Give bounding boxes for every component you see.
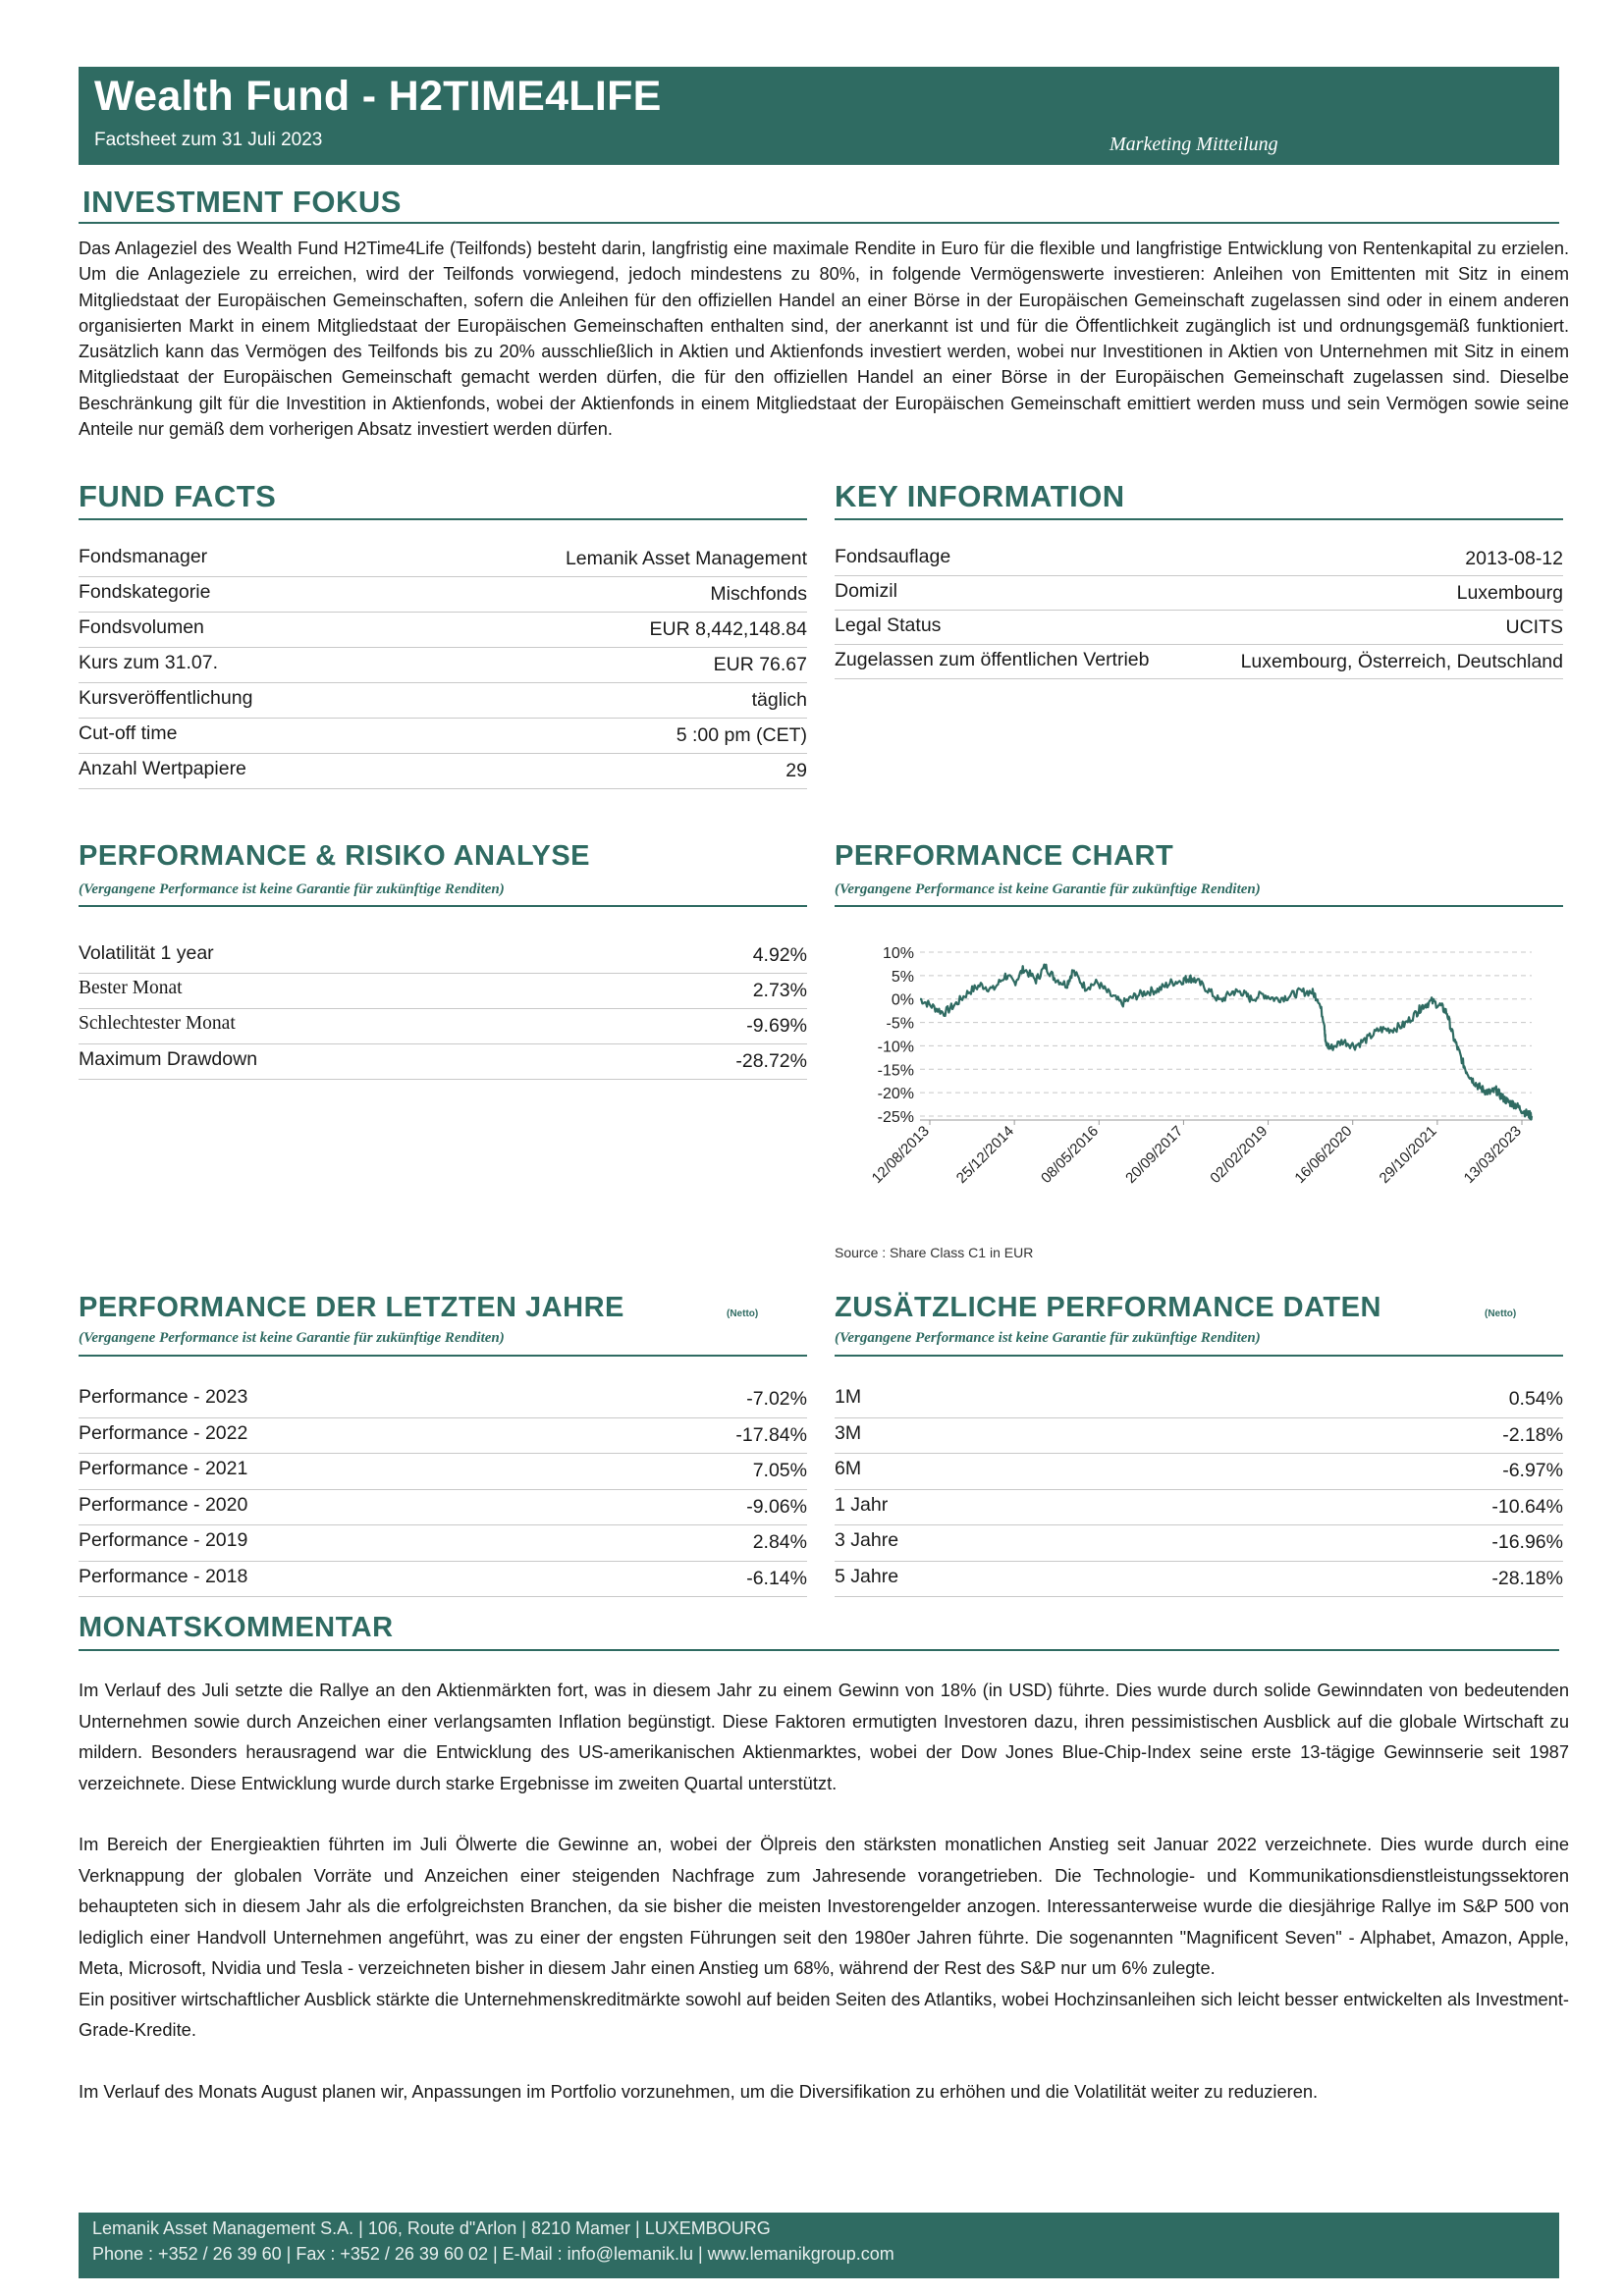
row-value: 2.84%	[752, 1531, 807, 1553]
investment-focus-text: Das Anlageziel des Wealth Fund H2Time4Life (Teilfonds) besteht darin, langfristig eine maximale Rendite in Euro für die flexible und langfristige Entwicklung von Rentenkapital zu erzielen. Um die Anlageziele zu erreichen, wird der Teilfonds vorwiegend, jedoch mindestens zu 80%, in folgende Vermögenswerte investieren: Anleihen von Emittenten mit Sitz in einem Mitgliedstaat der Europäischen Gemeinschaften, sofern die Anleihen für den offiziellen Handel an einer Börse in der Europäischen Gemeinschaft zugelassen sind oder in einem anderen organisierten Markt in einem Mitgliedstaat der Europäischen Gemeinschaften enthalten sind, der anerkannt ist und für die Öffentlichkeit zugänglich ist und ordnungsgemäß funktioniert. Zusätzlich kann das Vermögen des Teilfonds bis zu 20% ausschließlich in Aktien und Aktienfonds investiert werden, wobei nur Investitionen in Aktien von Unternehmen mit Sitz in einem Mitgliedstaat der Europäischen Gemeinschaft gemacht werden dürfen, die für den offiziellen Handel an einer Börse in der Europäischen Gemeinschaft zugelassen sind. Dieselbe Beschränkung gilt für die Investition in Aktienfonds, wobei der Aktienfonds in einem Mitgliedstaat der Europäischen Gemeinschaft emittiert werden muss und sein Vermögen sowie seine Anteile nur gemäß dem vorherigen Absatz investiert werden dürfen.	[79, 239, 1569, 440]
row-value: -6.14%	[746, 1567, 807, 1589]
footer-address: Lemanik Asset Management S.A. | 106, Route d"Arlon | 8210 Mamer | LUXEMBOURG	[92, 2218, 771, 2238]
row-label: Fondsauflage	[835, 546, 951, 567]
table-row	[835, 1454, 1563, 1490]
row-value: EUR 76.67	[713, 654, 807, 675]
table-row	[835, 1382, 1563, 1418]
x-tick-label: 20/09/2017	[1122, 1122, 1187, 1187]
commentary-text	[79, 1675, 1569, 2107]
row-label: Domizil	[835, 580, 897, 602]
table-row	[79, 719, 807, 754]
additional-performance-table	[835, 1382, 1563, 1597]
row-value: -10.64%	[1491, 1495, 1563, 1518]
row-label: Legal Status	[835, 614, 942, 636]
row-label: Cut-off time	[79, 722, 178, 744]
row-value: 2013-08-12	[1465, 548, 1563, 569]
row-label: 5 Jahre	[835, 1565, 899, 1587]
divider	[79, 1649, 1559, 1651]
row-value: Mischfonds	[710, 583, 807, 605]
table-row	[79, 1044, 807, 1080]
key-information-heading: KEY INFORMATION	[835, 479, 1125, 513]
risk-disclaimer: (Vergangene Performance ist keine Garantie für zukünftige Renditen)	[79, 881, 505, 897]
divider	[835, 1355, 1563, 1357]
investment-focus-heading: INVESTMENT FOKUS	[82, 185, 402, 219]
table-row	[835, 1418, 1563, 1455]
commentary-paragraph: Ein positiver wirtschaftlicher Ausblick stärkte die Unternehmenskreditmärkte sowohl auf beiden Seiten des Atlantiks, wobei Hochzinsanleihen sich leicht besser entwickelten als Investment-Grade-Kredite.	[79, 1988, 1569, 2040]
table-row	[79, 1490, 807, 1526]
row-label: Performance - 2019	[79, 1529, 248, 1551]
table-row	[79, 542, 807, 577]
header-banner	[79, 67, 1559, 165]
row-label: 3 Jahre	[835, 1529, 899, 1551]
table-row	[835, 1525, 1563, 1562]
divider	[835, 905, 1563, 907]
table-row	[79, 648, 807, 683]
footer-contact: Phone : +352 / 26 39 60 | Fax : +352 / 26 39 60 02 | E-Mail : info@lemanik.lu | www.lemanikgroup.com	[92, 2244, 894, 2264]
x-tick-label: 12/08/2013	[868, 1122, 933, 1187]
y-tick-label: -20%	[877, 1086, 914, 1103]
table-row	[835, 576, 1563, 611]
performance-line-chart	[825, 928, 1551, 1252]
commentary-heading: MONATSKOMMENTAR	[79, 1612, 394, 1643]
additional-disclaimer: (Vergangene Performance ist keine Garantie für zukünftige Renditen)	[835, 1330, 1261, 1346]
row-value: -9.06%	[746, 1495, 807, 1518]
yearly-disclaimer: (Vergangene Performance ist keine Garantie für zukünftige Renditen)	[79, 1330, 505, 1346]
x-tick-label: 13/03/2023	[1460, 1122, 1525, 1187]
fund-title: Wealth Fund - H2TIME4LIFE	[94, 73, 662, 120]
row-value: -17.84%	[735, 1423, 807, 1446]
table-row	[79, 1562, 807, 1598]
table-row	[79, 1454, 807, 1490]
table-row	[79, 1418, 807, 1455]
table-row	[79, 1382, 807, 1418]
y-tick-label: -15%	[877, 1062, 914, 1080]
row-value: 7.05%	[752, 1460, 807, 1481]
commentary-paragraph: Im Verlauf des Monats August planen wir, Anpassungen im Portfolio vorzunehmen, um die Diversifikation zu erhöhen und die Volatilität weiter zu reduzieren.	[79, 2080, 1319, 2102]
row-value: Lemanik Asset Management	[565, 548, 807, 569]
table-row	[79, 613, 807, 648]
yearly-performance-heading: PERFORMANCE DER LETZTEN JAHRE	[79, 1292, 624, 1323]
y-tick-label: 10%	[882, 945, 914, 962]
factsheet-date: Factsheet zum 31 Juli 2023	[94, 130, 323, 150]
fund-facts-heading: FUND FACTS	[79, 479, 277, 513]
table-row	[835, 611, 1563, 645]
row-label: 1M	[835, 1386, 862, 1408]
row-value: 0.54%	[1508, 1388, 1563, 1410]
table-row	[835, 1562, 1563, 1598]
row-value: Luxembourg	[1456, 582, 1563, 604]
row-label: Performance - 2021	[79, 1458, 248, 1479]
row-label: Kursveröffentlichung	[79, 687, 253, 709]
commentary-paragraph: Im Verlauf des Juli setzte die Rallye an den Aktienmärkten fort, was in diesem Jahr zu einem Gewinn von 18% (in USD) führte. Dies wurde durch solide Gewinndaten von bedeutenden Unternehmen sowie durch Anzeichen einer verlangsamten Inflation begünstigt. Diese Faktoren ermutigten Investoren dazu, ihren pessimistischen Ausblick auf die globale Wirtschaft zu mildern. Besonders herausragend war die Entwicklung des US-amerikanischen Aktienmarktes, wobei der Dow Jones Blue-Chip-Index seine erste 13-tägige Gewinnserie seit 1987 verzeichnete. Diese Entwicklung wurde durch starke Ergebnisse im zweiten Quartal unterstützt.	[79, 1680, 1569, 1793]
y-tick-label: -25%	[877, 1109, 914, 1126]
y-tick-label: -10%	[877, 1039, 914, 1056]
performance-series-line	[920, 965, 1532, 1120]
row-label: Performance - 2018	[79, 1565, 248, 1587]
row-value: -7.02%	[746, 1388, 807, 1410]
row-label: Volatilität 1 year	[79, 942, 214, 964]
row-value: -28.72%	[735, 1050, 807, 1072]
table-row	[79, 754, 807, 789]
chart-source: Source : Share Class C1 in EUR	[835, 1245, 1034, 1260]
risk-table	[79, 938, 807, 1080]
row-value: -28.18%	[1491, 1567, 1563, 1589]
row-value: 2.73%	[752, 980, 807, 1001]
row-label: Zugelassen zum öffentlichen Vertrieb	[835, 649, 1150, 670]
table-row	[79, 974, 807, 1009]
divider	[79, 1355, 807, 1357]
row-label: 3M	[835, 1421, 862, 1444]
fund-facts-table	[79, 542, 807, 789]
row-value: -9.69%	[746, 1015, 807, 1037]
yearly-performance-table	[79, 1382, 807, 1597]
table-row	[79, 683, 807, 719]
row-value: -16.96%	[1491, 1531, 1563, 1553]
table-row	[835, 542, 1563, 576]
row-label: Performance - 2022	[79, 1421, 248, 1444]
additional-netto-label: (Netto)	[1485, 1308, 1517, 1319]
row-label: 6M	[835, 1458, 862, 1479]
x-tick-label: 25/12/2014	[952, 1122, 1017, 1187]
y-tick-label: 0%	[891, 991, 914, 1009]
row-value: 4.92%	[752, 944, 807, 966]
row-value: -2.18%	[1502, 1423, 1563, 1446]
row-label: Performance - 2020	[79, 1493, 248, 1516]
risk-analysis-heading: PERFORMANCE & RISIKO ANALYSE	[79, 840, 591, 872]
row-value: täglich	[751, 689, 807, 711]
table-row	[79, 1525, 807, 1562]
row-label: Schlechtester Monat	[79, 1013, 236, 1034]
table-row	[79, 1009, 807, 1044]
row-label: 1 Jahr	[835, 1493, 889, 1516]
performance-chart-heading: PERFORMANCE CHART	[835, 840, 1174, 872]
divider	[835, 518, 1563, 520]
x-tick-label: 08/05/2016	[1038, 1122, 1103, 1187]
row-label: Bester Monat	[79, 978, 183, 998]
footer-banner	[79, 2213, 1559, 2278]
divider	[79, 222, 1559, 224]
row-label: Fondsmanager	[79, 546, 208, 567]
divider	[79, 905, 807, 907]
table-row	[79, 938, 807, 974]
y-tick-label: -5%	[886, 1015, 914, 1033]
x-tick-label: 16/06/2020	[1291, 1122, 1356, 1187]
row-value: 29	[785, 760, 807, 781]
row-label: Anzahl Wertpapiere	[79, 758, 246, 779]
row-label: Maximum Drawdown	[79, 1048, 258, 1070]
row-label: Kurs zum 31.07.	[79, 652, 218, 673]
x-tick-label: 02/02/2019	[1207, 1122, 1272, 1187]
row-value: EUR 8,442,148.84	[649, 618, 807, 640]
additional-performance-heading: ZUSÄTZLICHE PERFORMANCE DATEN	[835, 1292, 1381, 1323]
row-value: 5 :00 pm (CET)	[676, 724, 807, 746]
row-label: Fondskategorie	[79, 581, 211, 603]
row-value: UCITS	[1505, 616, 1563, 638]
yearly-netto-label: (Netto)	[727, 1308, 759, 1319]
x-tick-label: 29/10/2021	[1376, 1122, 1440, 1187]
row-value: Luxembourg, Österreich, Deutschland	[1240, 651, 1563, 672]
table-row	[79, 577, 807, 613]
key-information-table	[835, 542, 1563, 679]
table-row	[835, 1490, 1563, 1526]
divider	[79, 518, 807, 520]
chart-disclaimer: (Vergangene Performance ist keine Garantie für zukünftige Renditen)	[835, 881, 1261, 897]
marketing-note: Marketing Mitteilung	[1110, 133, 1278, 155]
table-row	[835, 645, 1563, 679]
row-label: Fondsvolumen	[79, 616, 204, 638]
commentary-paragraph: Im Bereich der Energieaktien führten im Juli Ölwerte die Gewinne an, wobei der Ölpreis den stärksten monatlichen Anstieg seit Januar 2022 verzeichnete. Dies wurde durch eine Verknappung der globalen Vorräte und Anzeichen einer steigenden Nachfrage zum Jahresende vorangetrieben. Die Technologie- und Kommunikationsdienstleistungssektoren behaupteten sich in diesem Jahr als die erfolgreichsten Branchen, da sie bisher die meisten Investorengelder anzogen. Interessanterweise wurde die diesjährige Rallye im S&P 500 von lediglich einer Handvoll Unternehmen angeführt, was zu einer der engsten Führungen seit den 1980er Jahren führte. Die sogenannten "Magnificent Seven" - Alphabet, Amazon, Apple, Meta, Microsoft, Nvidia und Tesla - verzeichneten bisher in diesem Jahr einen Anstieg um 68%, während der Rest des S&P nur um 6% zulegte.	[79, 1834, 1569, 1978]
row-value: -6.97%	[1502, 1460, 1563, 1481]
y-tick-label: 5%	[891, 968, 914, 986]
row-label: Performance - 2023	[79, 1386, 248, 1408]
